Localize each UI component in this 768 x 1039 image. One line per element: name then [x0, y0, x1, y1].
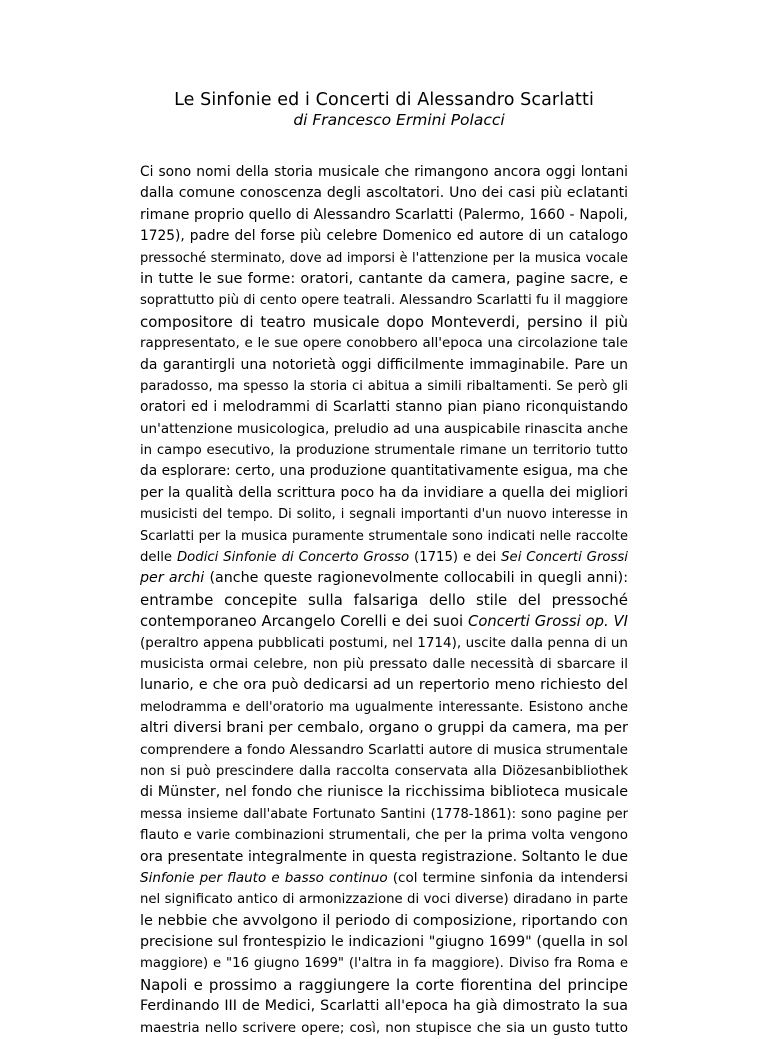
text-run: 1725), padre del forse più celebre Domenico ed autore di un catalogo [140, 228, 628, 245]
text-run: rimane proprio quello di Alessandro Scarlatti (Palermo, 1660 - Napoli, [140, 206, 628, 223]
text-line [140, 419, 628, 440]
text-run: rappresentato, e le sue opere conobbero all'epoca una circolazione tale [140, 335, 628, 352]
text-line [140, 825, 628, 846]
text-run: oratori ed i melodrammi di Scarlatti stanno pian piano riconquistando [140, 399, 628, 416]
text-run: in tutte le sue forme: oratori, cantante da camera, pagine sacre, e [140, 270, 628, 287]
text-line [140, 355, 628, 376]
text-run: (col termine sinfonia da intendersi [387, 869, 628, 886]
text-line [140, 996, 628, 1017]
text-line [140, 504, 628, 525]
text-run: ora presentate integralmente in questa registrazione. Soltanto le due [140, 848, 628, 865]
text-line [140, 568, 628, 589]
italic-title: Concerti Grossi op. VI [468, 613, 628, 631]
text-run: non si può prescindere dalla raccolta conservata alla Diözesanbibliothek [140, 763, 628, 779]
text-line [140, 183, 628, 204]
text-run: messa insieme dall'abate Fortunato Santini (1778-1861): sono pagine per [140, 806, 628, 822]
text-run: paradosso, ma spesso la storia ci abitua a simili ribaltamenti. Se però gli [140, 378, 628, 394]
text-line [140, 333, 628, 354]
text-line [140, 782, 628, 803]
text-line [140, 205, 628, 226]
text-run: musicisti del tempo. Di solito, i segnali importanti d'un nuovo interesse in [140, 507, 628, 523]
text-run: di Münster, nel fondo che riunisce la ricchissima biblioteca musicale [140, 784, 628, 801]
text-line [140, 226, 628, 247]
text-line [140, 526, 628, 547]
text-line [140, 740, 628, 761]
text-run: soprattutto più di cento opere teatrali. Alessandro Scarlatti fu il maggiore [140, 293, 628, 309]
italic-title: Sei Concerti Grossi [501, 550, 628, 566]
text-run: maestria nello scrivere opere; così, non stupisce che sia un gusto tutto [140, 1019, 628, 1036]
text-line [140, 376, 628, 397]
text-line [140, 590, 628, 611]
text-line [140, 633, 628, 654]
text-run: dalla comune conoscenza degli ascoltatori. Uno dei casi più eclatanti [140, 185, 628, 202]
text-run: comprendere a fondo Alessandro Scarlatti autore di musica strumentale [140, 741, 628, 758]
text-line [140, 1018, 628, 1039]
text-line [140, 675, 628, 696]
text-run: (peraltro appena pubblicati postumi, nel 1714), uscite dalla penna di un [140, 634, 628, 651]
text-run: pressoché sterminato, dove ad imporsi è l'attenzione per la musica vocale [140, 250, 628, 266]
text-line [140, 911, 628, 932]
body-paragraph [140, 162, 628, 1039]
text-line [140, 440, 628, 461]
text-line [140, 290, 628, 311]
text-run: per la qualità della scrittura poco ha da invidiare a quella dei migliori [140, 484, 628, 501]
text-line [140, 932, 628, 953]
text-line [140, 312, 628, 333]
text-run: (anche queste ragionevolmente collocabili in quegli anni): [204, 570, 628, 587]
text-run: Scarlatti per la musica puramente strumentale sono indicati nelle raccolte [140, 528, 628, 544]
text-run: altri diversi brani per cembalo, organo o gruppi da camera, ma per [140, 720, 628, 737]
text-run: maggiore) e "16 giugno 1699" (l'altra in fa maggiore). Diviso fra Roma e [140, 956, 628, 972]
text-line [140, 248, 628, 269]
italic-title: per archi [140, 570, 205, 587]
text-line [140, 868, 628, 889]
text-line [140, 718, 628, 739]
text-line [140, 162, 628, 183]
text-run: flauto e varie combinazioni strumentali, che per la prima volta vengono [140, 827, 628, 844]
text-line [140, 761, 628, 782]
text-line [140, 483, 628, 504]
text-run: da esplorare: certo, una produzione quantitativamente esigua, ma che [140, 463, 628, 480]
text-line [140, 611, 628, 632]
text-run: compositore di teatro musicale dopo Monteverdi, persino il più [140, 312, 628, 331]
text-line [140, 461, 628, 482]
text-run: melodramma e dell'oratorio ma ugualmente interessante. Esistono anche [140, 699, 628, 715]
text-run: Ferdinando III de Medici, Scarlatti all'epoca ha già dimostrato la sua [140, 998, 628, 1015]
text-line [140, 697, 628, 718]
text-line [140, 547, 628, 568]
text-run: contemporaneo Arcangelo Corelli e dei suoi [140, 613, 469, 631]
italic-title: Dodici Sinfonie di Concerto Grosso [176, 550, 410, 566]
text-line [140, 269, 628, 290]
text-run: musicista ormai celebre, non più pressato dalle necessità di sbarcare il [140, 655, 628, 672]
text-line [140, 889, 628, 910]
italic-title: Sinfonie per flauto e basso continuo [140, 869, 388, 886]
text-run: le nebbie che avvolgono il periodo di composizione, riportando con [140, 912, 628, 929]
document-title: Le Sinfonie ed i Concerti di Alessandro Scarlatti [174, 90, 594, 110]
text-run: Ci sono nomi della storia musicale che rimangono ancora oggi lontani [140, 164, 628, 180]
text-line [140, 654, 628, 675]
text-line [140, 953, 628, 974]
text-run: nel significato antico di armonizzazione di voci diverse) diradano in parte [140, 892, 628, 908]
text-run: entrambe concepite sulla falsariga dello stile del pressoché [140, 590, 628, 609]
text-line [140, 975, 628, 996]
text-run: Napoli e prossimo a raggiungere la corte fiorentina del principe [140, 975, 628, 994]
text-run: (1715) e dei [409, 550, 502, 566]
text-line [140, 804, 628, 825]
text-run: un'attenzione musicologica, preludio ad una auspicabile rinascita anche [140, 420, 628, 437]
text-run: precisione sul frontespizio le indicazioni "giugno 1699" (quella in sol [140, 934, 628, 951]
text-run: delle [140, 550, 177, 566]
text-line [140, 847, 628, 868]
text-run: da garantirgli una notorietà oggi difficilmente immaginabile. Pare un [140, 356, 628, 373]
text-run: in campo esecutivo, la produzione strumentale rimane un territorio tutto [140, 443, 628, 459]
text-line [140, 397, 628, 418]
document-author: di Francesco Ermini Polacci [293, 111, 505, 129]
text-run: lunario, e che ora può dedicarsi ad un repertorio meno richiesto del [140, 677, 628, 694]
